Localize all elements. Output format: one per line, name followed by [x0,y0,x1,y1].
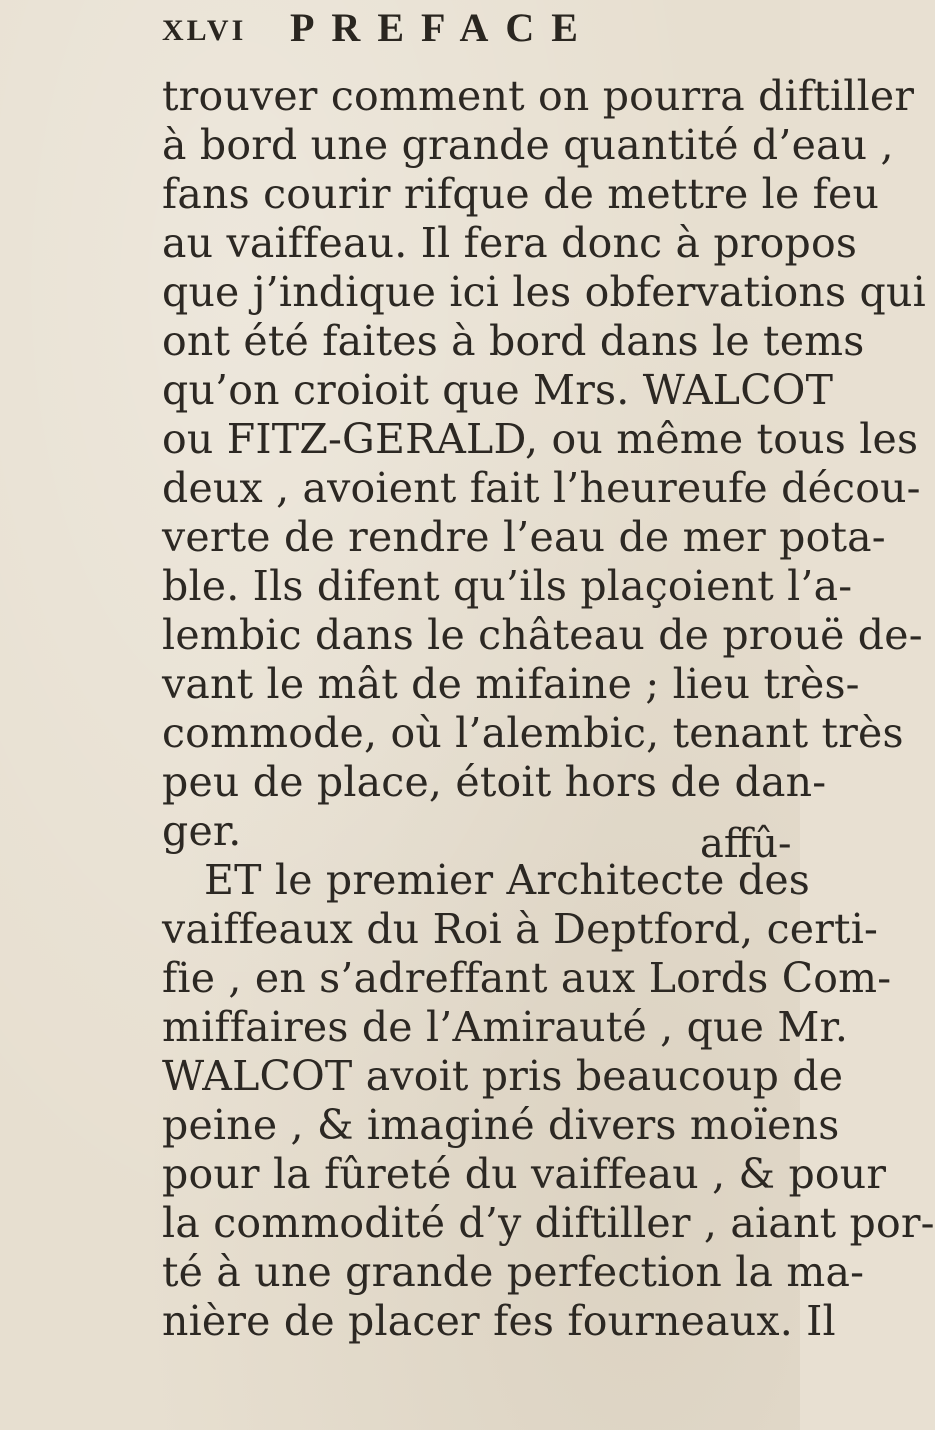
text-line: lembic dans le château de prouë de- [162,611,923,659]
text-line: à bord une grande quantité d’eau , [162,121,894,169]
running-head: PREFACE [290,5,595,50]
paragraph-start-line: ET le premier Architecte des [204,856,811,904]
text-line: ou FITZ-GERALD, ou même tous les [162,415,919,463]
text-line: que j’indique ici les obfervations qui [162,268,926,316]
page-header [162,2,782,74]
text-line: nière de placer fes fourneaux. Il [162,1297,836,1345]
text-line: fie , en s’adreffant aux Lords Com- [162,954,892,1002]
page-number: XLVI [162,14,247,47]
text-line: ont été faites à bord dans le tems [162,317,865,365]
text-line: vant le mât de mifaine ; lieu très- [162,660,860,708]
text-line: vaiffeaux du Roi à Deptford, certi- [162,905,879,953]
body-text [162,72,935,1346]
text-line: peu de place, étoit hors de dan- [162,758,827,806]
text-line: commode, où l’alembic, tenant très [162,709,904,757]
text-line: la commodité d’y diftiller , aiant por- [162,1199,935,1247]
catchword: affû- [700,821,792,867]
text-line: peine , & imaginé divers moïens [162,1101,840,1149]
text-line: WALCOT avoit pris beaucoup de [162,1052,844,1100]
text-line: té à une grande perfection la ma- [162,1248,865,1296]
text-line: miffaires de l’Amirauté , que Mr. [162,1003,849,1051]
text-line: pour la fûreté du vaiffeau , & pour [162,1150,887,1198]
text-line: qu’on croioit que Mrs. WALCOT [162,366,834,414]
text-line: ger. [162,807,242,855]
text-line: fans courir rifque de mettre le feu [162,170,880,218]
text-line: ble. Ils difent qu’ils plaçoient l’a- [162,562,853,610]
text-line: verte de rendre l’eau de mer pota- [162,513,886,561]
text-line: trouver comment on pourra diftiller [162,72,915,120]
text-line: au vaiffeau. Il fera donc à propos [162,219,858,267]
text-line: deux , avoient fait l’heureufe décou- [162,464,921,512]
